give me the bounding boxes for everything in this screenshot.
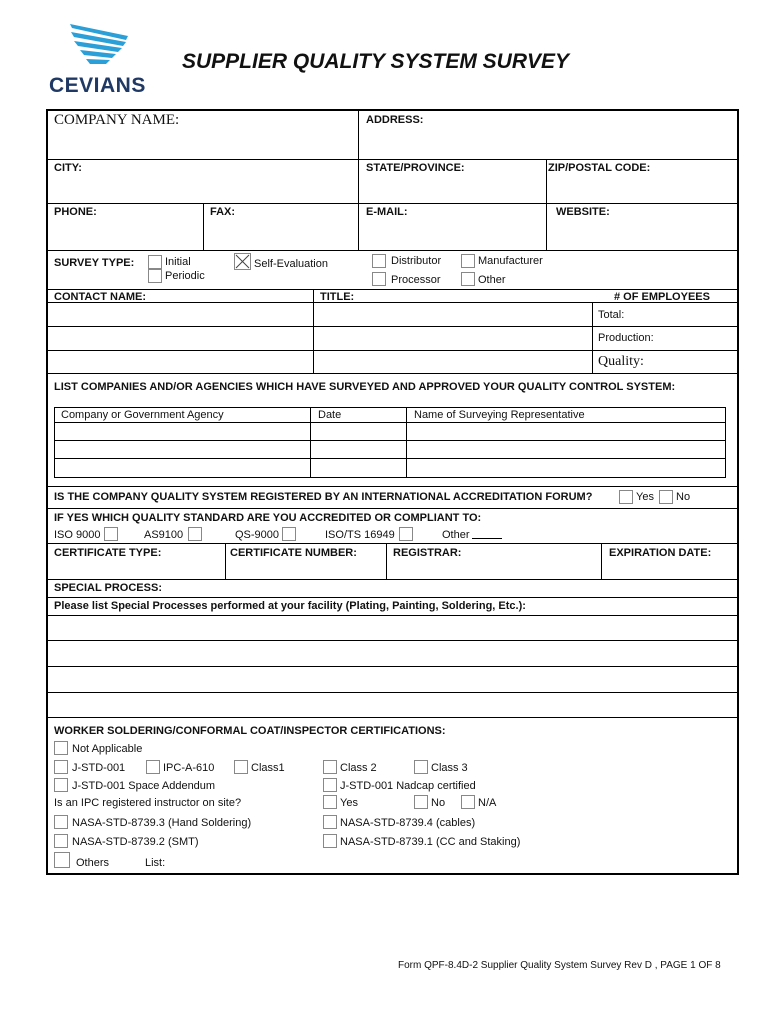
certificate-number-label: CERTIFICATE NUMBER: [230, 547, 357, 559]
space-addendum-label: J-STD-001 Space Addendum [72, 780, 216, 792]
instructor-yes-label: Yes [340, 797, 358, 809]
self-evaluation-checkbox[interactable] [234, 253, 251, 270]
list-label: List: [145, 857, 166, 869]
agencies-col-representative: Name of Surveying Representative [414, 409, 585, 421]
qs9000-label: QS-9000 [235, 529, 280, 541]
instructor-no-checkbox[interactable] [414, 795, 428, 809]
employees-label: # OF EMPLOYEES [614, 291, 710, 303]
worker-certifications-heading: WORKER SOLDERING/CONFORMAL COAT/INSPECTOR CERTIFICATIONS: [54, 725, 446, 737]
website-label: WEBSITE: [556, 206, 610, 218]
processor-label: Processor [391, 274, 441, 286]
registered-yes-checkbox[interactable] [619, 490, 633, 504]
iso9000-label: ISO 9000 [54, 529, 101, 541]
certificate-type-label: CERTIFICATE TYPE: [54, 547, 162, 559]
nasa-87392-checkbox[interactable] [54, 834, 68, 848]
nasa-87393-checkbox[interactable] [54, 815, 68, 829]
title-label: TITLE: [320, 291, 355, 303]
distributor-checkbox[interactable] [372, 254, 386, 268]
instructor-na-label: N/A [478, 797, 497, 809]
survey-type-label: SURVEY TYPE: [54, 257, 135, 269]
instructor-no-label: No [431, 797, 446, 809]
manufacturer-checkbox[interactable] [461, 254, 475, 268]
space-addendum-checkbox[interactable] [54, 778, 68, 792]
registration-question: IS THE COMPANY QUALITY SYSTEM REGISTERED BY AN INTERNATIONAL ACCREDITATION FORUM? [54, 491, 593, 503]
phone-label: PHONE: [54, 206, 97, 218]
registered-no-label: No [676, 491, 691, 503]
isots-label: ISO/TS 16949 [325, 529, 395, 541]
jstd001-label: J-STD-001 [72, 762, 126, 774]
instructor-yes-checkbox[interactable] [323, 795, 337, 809]
not-applicable-checkbox[interactable] [54, 741, 68, 755]
nadcap-checkbox[interactable] [323, 778, 337, 792]
quality-label: Quality: [598, 354, 644, 369]
registered-no-checkbox[interactable] [659, 490, 673, 504]
nasa-87393-label: NASA-STD-8739.3 (Hand Soldering) [72, 817, 252, 829]
x-mark-icon [235, 254, 250, 269]
jstd001-checkbox[interactable] [54, 760, 68, 774]
periodic-checkbox[interactable] [148, 269, 162, 283]
iso9000-checkbox[interactable] [104, 527, 118, 541]
ipca610-label: IPC-A-610 [163, 762, 215, 774]
distributor-label: Distributor [391, 255, 442, 267]
class1-checkbox[interactable] [234, 760, 248, 774]
ipca610-checkbox[interactable] [146, 760, 160, 774]
agencies-col-company: Company or Government Agency [61, 409, 224, 421]
manufacturer-label: Manufacturer [478, 255, 543, 267]
nasa-87394-checkbox[interactable] [323, 815, 337, 829]
fax-label: FAX: [210, 206, 236, 218]
zip-label: ZIP/POSTAL CODE: [548, 162, 651, 174]
agencies-col-date: Date [318, 409, 342, 421]
contact-name-label: CONTACT NAME: [54, 291, 147, 303]
total-label: Total: [598, 309, 625, 321]
isots-checkbox[interactable] [399, 527, 413, 541]
agencies-heading: LIST COMPANIES AND/OR AGENCIES WHICH HAVE SURVEYED AND APPROVED YOUR QUALITY CONTROL SYSTEM: [54, 381, 676, 393]
other-standard-label: Other [442, 529, 470, 541]
class1-label: Class1 [251, 762, 285, 774]
periodic-label: Periodic [165, 270, 205, 282]
class2-checkbox[interactable] [323, 760, 337, 774]
production-label: Production: [598, 332, 654, 344]
if-yes-heading: IF YES WHICH QUALITY STANDARD ARE YOU ACCREDITED OR COMPLIANT TO: [54, 512, 482, 524]
nadcap-label: J-STD-001 Nadcap certified [340, 780, 476, 792]
form-footer: Form QPF-8.4D-2 Supplier Quality System Survey Rev D , PAGE 1 OF 8 [398, 960, 721, 971]
qs9000-checkbox[interactable] [282, 527, 296, 541]
other-survey-label: Other [478, 274, 506, 286]
special-process-instruction: Please list Special Processes performed at your facility (Plating, Painting, Soldering, Etc.): [54, 600, 526, 612]
nasa-87392-label: NASA-STD-8739.2 (SMT) [72, 836, 199, 848]
class2-label: Class 2 [340, 762, 377, 774]
as9100-checkbox[interactable] [188, 527, 202, 541]
company-name-label: COMPANY NAME: [54, 112, 180, 128]
city-label: CITY: [54, 162, 82, 174]
class3-checkbox[interactable] [414, 760, 428, 774]
address-label: ADDRESS: [366, 114, 424, 126]
not-applicable-label: Not Applicable [72, 743, 143, 755]
registrar-label: REGISTRAR: [393, 547, 462, 559]
self-evaluation-label: Self-Evaluation [254, 258, 328, 270]
initial-checkbox[interactable] [148, 255, 162, 269]
as9100-label: AS9100 [144, 529, 184, 541]
other-survey-checkbox[interactable] [461, 272, 475, 286]
nasa-87391-checkbox[interactable] [323, 834, 337, 848]
email-label: E-MAIL: [366, 206, 408, 218]
special-process-heading: SPECIAL PROCESS: [54, 582, 162, 594]
cevians-logo-text: CEVIANS [49, 74, 146, 97]
expiration-date-label: EXPIRATION DATE: [609, 547, 712, 559]
nasa-87391-label: NASA-STD-8739.1 (CC and Staking) [340, 836, 521, 848]
initial-label: Initial [165, 256, 191, 268]
others-checkbox[interactable] [54, 852, 70, 868]
others-label: Others [76, 857, 110, 869]
nasa-87394-label: NASA-STD-8739.4 (cables) [340, 817, 476, 829]
registered-yes-label: Yes [636, 491, 654, 503]
processor-checkbox[interactable] [372, 272, 386, 286]
class3-label: Class 3 [431, 762, 468, 774]
state-label: STATE/PROVINCE: [366, 162, 465, 174]
cevians-logo-mark [66, 22, 132, 78]
instructor-na-checkbox[interactable] [461, 795, 475, 809]
page-title: SUPPLIER QUALITY SYSTEM SURVEY [182, 50, 570, 73]
ipc-instructor-question: Is an IPC registered instructor on site? [54, 797, 242, 809]
